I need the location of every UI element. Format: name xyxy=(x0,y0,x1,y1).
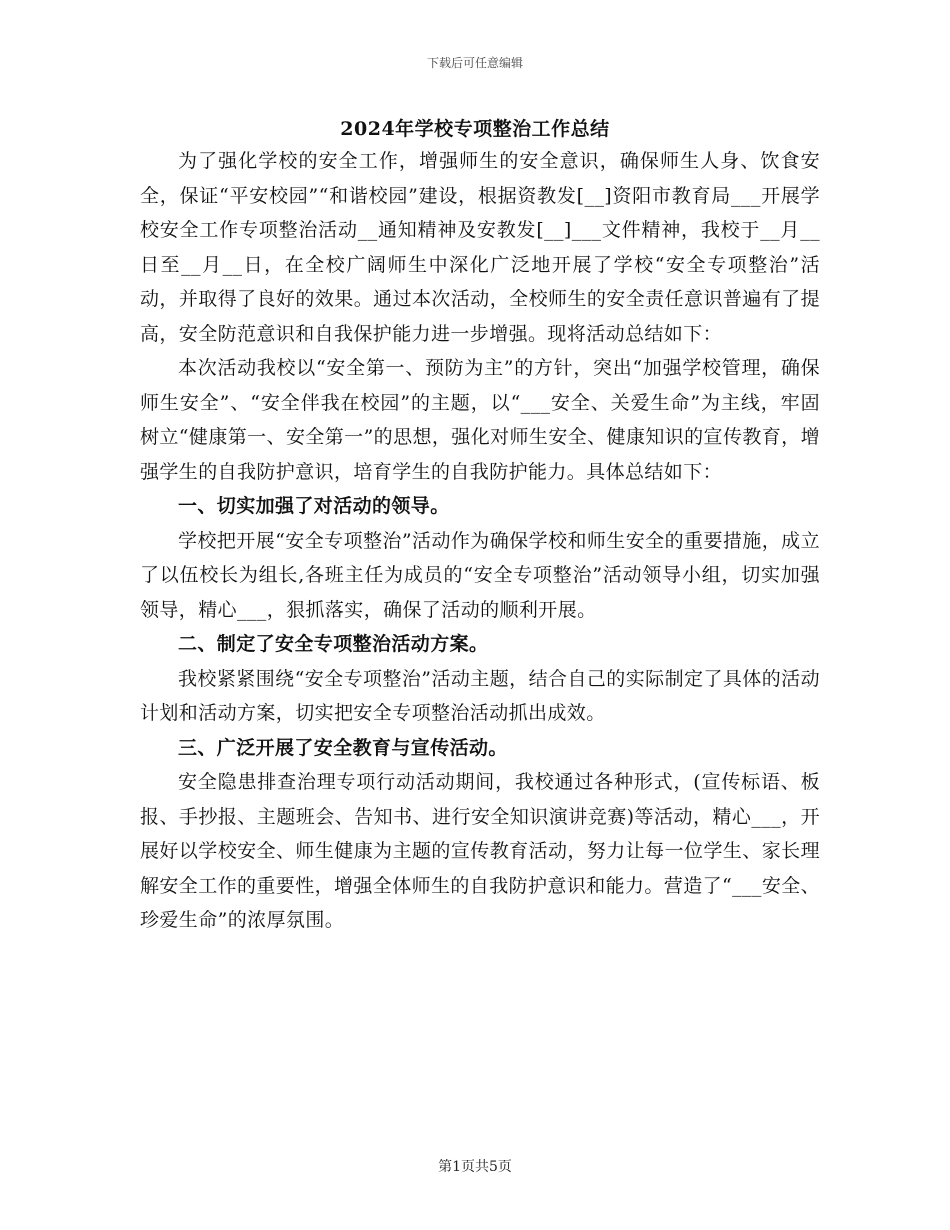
body-paragraph-leadership: 学校把开展“安全专项整治”活动作为确保学校和师生安全的重要措施，成立了以伍校长为组长,各班主任为成员的“安全专项整治”活动领导小组，切实加强领导，精心___，狠抓落实，确保了活动的顺利开展。 xyxy=(140,529,820,621)
body-paragraph-education: 安全隐患排查治理专项行动活动期间，我校通过各种形式，(宣传标语、板报、手抄报、主题班会、告知书、进行安全知识演讲竞赛)等活动，精心___，开展好以学校安全、师生健康为主题的宣传教育活动，努力让每一位学生、家长理解安全工作的重要性，增强全体师生的自我防护意识和能力。营造了“___安全、珍爱生命”的浓厚氛围。 xyxy=(140,771,821,931)
body-paragraph-principle: 本次活动我校以“安全第一、预防为主”的方针，突出“加强学校管理，确保师生安全”、“安全伴我在校园”的主题，以“___安全、关爱生命”为主线，牢固树立“健康第一、安全第一”的思想，强化对师生安全、健康知识的宣传教育，增强学生的自我防护意识，培育学生的自我防护能力。具体总结如下： xyxy=(140,357,820,483)
section-heading-3: 三、广泛开展了安全教育与宣传活动。 xyxy=(178,736,508,759)
page-number-footer: 第1页共5页 xyxy=(438,1159,512,1175)
header-note: 下载后可任意编辑 xyxy=(426,56,523,70)
body-paragraph-plan: 我校紧紧围绕“安全专项整治”活动主题，结合自己的实际制定了具体的活动计划和活动方案，切实把安全专项整治活动抓出成效。 xyxy=(140,667,820,724)
section-heading-1: 一、切实加强了对活动的领导。 xyxy=(178,495,450,517)
section-heading-2: 二、制定了安全专项整治活动方案。 xyxy=(178,633,489,655)
document-title: 2024年学校专项整治工作总结 xyxy=(340,118,610,140)
body-paragraph-intro: 为了强化学校的安全工作，增强师生的安全意识，确保师生人身、饮食安全，保证“平安校园”“和谐校园”建设，根据资教发[__]资阳市教育局___开展学校安全工作专项整治活动__通知精神及安教发[__]___文件精神，我校于__月__日至__月__日，在全校广阔师生中深化广泛地开展了学校“安全专项整治”活动，并取得了良好的效果。通过本次活动，全校师生的安全责任意识普遍有了提高，安全防范意识和自我保护能力进一步增强。现将活动总结如下： xyxy=(140,150,820,345)
document-body xyxy=(140,144,820,938)
